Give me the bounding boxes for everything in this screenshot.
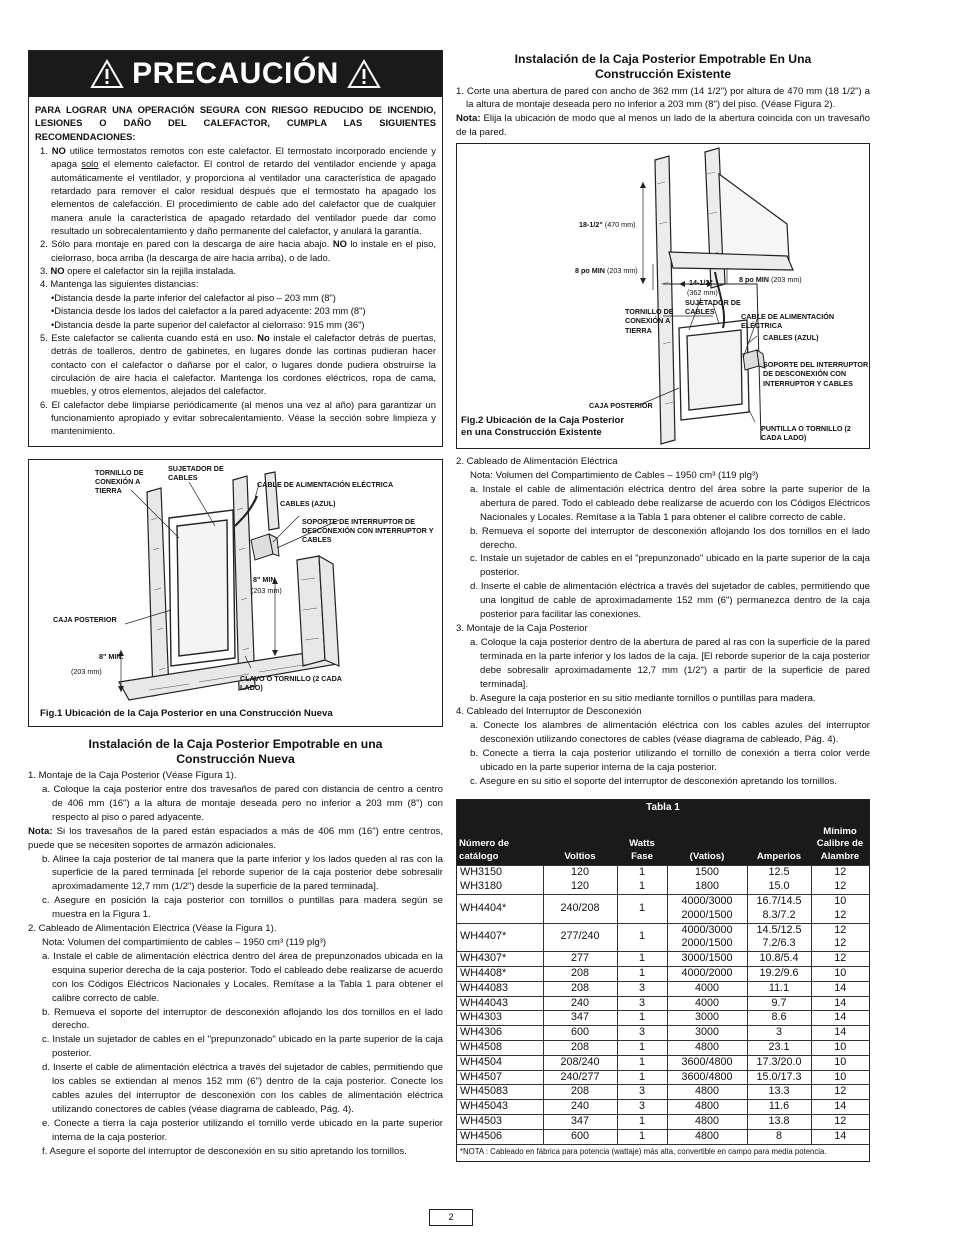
substep: a. Coloque la caja posterior entre dos travesaños de pared con distancia de centro a centro de 406 mm (16") a la altura de montaje deseada pero no inferior a 203 mm (8") con respecto al piso o pared adyacente. bbox=[42, 784, 443, 823]
table-cell: 208 bbox=[543, 1041, 617, 1056]
table-row bbox=[457, 1070, 869, 1085]
fig2-label-nail-screw: PUNTILLA O TORNILLO (2 CADA LADO) bbox=[761, 424, 851, 443]
warning-icon bbox=[90, 59, 124, 89]
fig1-label-cable-clamp: SUJETADOR DE CABLES bbox=[168, 463, 224, 482]
table-cell: WH44043 bbox=[457, 996, 543, 1011]
col-header-wire-gauge: Mínimo Calibre de Alambre bbox=[811, 824, 869, 866]
table-cell: 1 bbox=[617, 1115, 667, 1130]
table-cell: 4000/3000 2000/1500 bbox=[667, 923, 747, 952]
table-cell: 14 bbox=[811, 1011, 869, 1026]
existing-steps bbox=[456, 455, 870, 789]
table-cell: 10 12 bbox=[811, 894, 869, 923]
caution-list bbox=[35, 144, 436, 438]
caution-item-6 bbox=[35, 398, 436, 438]
section-title: Instalación de la Caja Posterior Empotrable En Una Construcción Existente bbox=[514, 52, 812, 82]
table-cell: 3000 bbox=[667, 1011, 747, 1026]
table-cell: 3 bbox=[617, 1100, 667, 1115]
table-cell: 3000 bbox=[667, 1026, 747, 1041]
table-cell: 12 bbox=[811, 952, 869, 967]
table-cell: WH4504 bbox=[457, 1055, 543, 1070]
table-cell: 240/277 bbox=[543, 1070, 617, 1085]
table-cell: 3 bbox=[617, 981, 667, 996]
note-label: Nota: bbox=[28, 825, 53, 837]
fig2-label-power-cable: CABLE DE ALIMENTACIÓN ELÉCTRICA bbox=[741, 312, 835, 331]
substep: e. Conecte a tierra la caja posterior utilizando el tornillo verde ubicado en la parte superior interna de la caja posterior. bbox=[42, 1117, 443, 1143]
table-cell: 208 bbox=[543, 966, 617, 981]
emphasis: No bbox=[257, 331, 270, 343]
table-cell: WH4508 bbox=[457, 1041, 543, 1056]
emphasis: NO bbox=[50, 265, 65, 277]
table-cell: 12 12 bbox=[811, 866, 869, 895]
table-cell: 14 bbox=[811, 1129, 869, 1144]
dim-value: 18-1/2" bbox=[579, 220, 603, 230]
table-cell: 240 bbox=[543, 996, 617, 1011]
table-cell: 14 bbox=[811, 981, 869, 996]
table-cell: 10 bbox=[811, 1070, 869, 1085]
table-cell: WH4507 bbox=[457, 1070, 543, 1085]
step: 1. Montaje de la Caja Posterior (Véase Figura 1). bbox=[28, 770, 237, 782]
table-1 bbox=[456, 799, 870, 1162]
table-footnote: *NOTA : Cableado en fábrica para potencia (wattaje) más alta, convertible en campo para media potencia. bbox=[457, 1144, 869, 1160]
table-cell: WH45043 bbox=[457, 1100, 543, 1115]
fig1-caption: Fig.1 Ubicación de la Caja Posterior en una Construcción Nueva bbox=[40, 707, 333, 719]
substep: a. Instale el cable de alimentación eléctrica dentro del área sobre la parte superior de la abertura de pared. Todo el cableado debe realizarse de acuerdo con los Códigos Eléctricos Nacionales y Locales. Remítase a la Tabla 1 para obtener el calibre correcto de cable. bbox=[470, 483, 870, 523]
table-cell: 3000/1500 bbox=[667, 952, 747, 967]
caution-title: PRECAUCIÓN bbox=[132, 57, 339, 91]
table-cell: 1 bbox=[617, 1055, 667, 1070]
item-text: utilice termostatos remotos con este calefactor. El termostato incorporado enciende y apaga bbox=[51, 145, 436, 170]
substep: a. Instale el cable de alimentación eléctrica dentro del área de prepunzonados ubicada en la esquina superior derecha de la caja posterior. Todo el cableado debe realizarse de acuerdo con los Códigos Eléctricos Nacionales y Locales. Remítase a la Tabla 1 para obtener el calibre correcto de cable. bbox=[42, 950, 443, 1004]
table-cell: 15.0/17.3 bbox=[747, 1070, 811, 1085]
emphasis: NO bbox=[51, 145, 66, 157]
fig2-caption: Fig.2 Ubicación de la Caja Posterior en una Construcción Existente bbox=[461, 415, 625, 439]
substep: b. Asegure la caja posterior en su sitio mediante tornillos o puntillas para madera. bbox=[470, 692, 816, 704]
step-note: Nota: Volumen del compartimiento de cables – 1950 cm³ (119 plg³) bbox=[42, 936, 327, 948]
fig1-label-8min: 8" MIN bbox=[253, 574, 276, 584]
fig1-label-blue-wires: CABLES (AZUL) bbox=[280, 498, 336, 508]
caution-item-4 bbox=[35, 277, 436, 290]
fig1-label-switch-bracket: SOPORTE DE INTERRUPTOR DE DESCONEXIÓN CON INTERRUPTOR Y CABLES bbox=[302, 516, 434, 545]
col-header-phase: Watts Fase bbox=[617, 824, 667, 866]
caution-item-2 bbox=[35, 237, 436, 264]
substep: b. Conecte a tierra la caja posterior utilizando el tornillo de conexión a tierra color verde ubicado en la parte superior interna de la caja posterior. bbox=[470, 748, 870, 774]
table-cell: 4800 bbox=[667, 1100, 747, 1115]
table-cell: 208 bbox=[543, 981, 617, 996]
caution-item-3 bbox=[35, 264, 436, 277]
table-cell: WH44083 bbox=[457, 981, 543, 996]
table-cell: 10 bbox=[811, 1055, 869, 1070]
table-cell: 14 bbox=[811, 996, 869, 1011]
table-cell: 1 1 bbox=[617, 866, 667, 895]
table-cell: 10 bbox=[811, 966, 869, 981]
table-row bbox=[457, 1026, 869, 1041]
note-text: Si los travesaños de la pared están espaciados a más de 406 mm (16") entre centros, puede que se necesiten soportes de armazón adicionales. bbox=[28, 825, 443, 851]
table-body bbox=[457, 866, 869, 1144]
table-cell: 3600/4800 bbox=[667, 1070, 747, 1085]
fig1-label-8min-floor: 8" MIN. bbox=[99, 651, 124, 661]
table-cell: WH4306 bbox=[457, 1026, 543, 1041]
table-cell: 8.6 bbox=[747, 1011, 811, 1026]
dim-value: 8 po MIN bbox=[739, 275, 769, 285]
table-cell: 4000/2000 bbox=[667, 966, 747, 981]
table-row bbox=[457, 866, 869, 895]
distance-line: •Distancia desde los lados del calefactor a la pared adyacente: 203 mm (8") bbox=[51, 305, 366, 317]
table-cell: 277 bbox=[543, 952, 617, 967]
table-cell: 8 bbox=[747, 1129, 811, 1144]
figure-2-drawing bbox=[457, 144, 869, 448]
fig2-label-blue-wires: CABLES (AZUL) bbox=[763, 333, 819, 343]
table-cell: 120 120 bbox=[543, 866, 617, 895]
table-cell: 1 bbox=[617, 1070, 667, 1085]
table-cell: 4000 bbox=[667, 981, 747, 996]
new-construction-section bbox=[28, 737, 443, 1159]
table-cell: 208 bbox=[543, 1085, 617, 1100]
table-row bbox=[457, 981, 869, 996]
table-row bbox=[457, 952, 869, 967]
table-cell: 1 bbox=[617, 1041, 667, 1056]
table-row bbox=[457, 1100, 869, 1115]
table-cell: WH4303 bbox=[457, 1011, 543, 1026]
table-row bbox=[457, 1041, 869, 1056]
warning-icon bbox=[347, 59, 381, 89]
table-cell: 14 bbox=[811, 1026, 869, 1041]
table-cell: WH4407* bbox=[457, 923, 543, 952]
step: 1. Corte una abertura de pared con ancho de 362 mm (14 1/2") por altura de 470 mm (18 1/2") a la altura de montaje deseada pero no inferior a 203 mm (8") del piso. (Véase Figura 2). bbox=[456, 85, 870, 111]
table-cell: 1 bbox=[617, 894, 667, 923]
table-cell: 4800 bbox=[667, 1115, 747, 1130]
table-cell: 13.3 bbox=[747, 1085, 811, 1100]
fig2-label-18-1-2 bbox=[579, 220, 659, 229]
emphasis: NO bbox=[332, 238, 347, 250]
table-cell: 4800 bbox=[667, 1085, 747, 1100]
table-cell: 1500 1800 bbox=[667, 866, 747, 895]
substep: c. Instale un sujetador de cables en el "prepunzonado" ubicado en la parte superior de la caja posterior. bbox=[42, 1034, 443, 1060]
caution-item-5 bbox=[35, 331, 436, 398]
caution-body bbox=[29, 97, 442, 446]
item-text: 6. El calefactor debe limpiarse periódicamente (al menos una vez al año) para garantizar un funcionamiento apropiado y evitar sobrecalentamiento. Véase la sección sobre limpieza y mantenimiento. bbox=[40, 398, 436, 437]
item-text: lo instale en el piso, cielorraso, boca arriba (la descarga de aire hacia arriba), o de lado. bbox=[51, 238, 436, 263]
distance-line: •Distancia desde la parte inferior del calefactor al piso – 203 mm (8") bbox=[51, 291, 336, 303]
table-cell: 13.8 bbox=[747, 1115, 811, 1130]
figure-1-drawing bbox=[29, 460, 442, 726]
item-text: 2. Sólo para montaje en pared con la descarga de aire hacia abajo. bbox=[40, 238, 333, 250]
table-title: Tabla 1 bbox=[457, 800, 869, 824]
fig1-label-back-box: CAJA POSTERIOR bbox=[53, 614, 117, 624]
table-cell: 17.3/20.0 bbox=[747, 1055, 811, 1070]
table-cell: 19.2/9.6 bbox=[747, 966, 811, 981]
table-cell: 600 bbox=[543, 1129, 617, 1144]
table-cell: 347 bbox=[543, 1011, 617, 1026]
table-cell: 1 bbox=[617, 966, 667, 981]
table-cell: 12.5 15.0 bbox=[747, 866, 811, 895]
table-cell: 3 bbox=[617, 1085, 667, 1100]
table-cell: 1 bbox=[617, 1129, 667, 1144]
caution-banner bbox=[29, 51, 442, 97]
col-header-watts: (Vatios) bbox=[667, 824, 747, 866]
fig2-label-8min-b bbox=[739, 275, 839, 284]
table-cell: 14 bbox=[811, 1100, 869, 1115]
table-row bbox=[457, 1115, 869, 1130]
table-cell: 3 bbox=[617, 1026, 667, 1041]
table-cell: 9.7 bbox=[747, 996, 811, 1011]
distance-line: •Distancia desde la parte superior del calefactor al cielorraso: 915 mm (36") bbox=[51, 318, 365, 330]
section-title: Instalación de la Caja Posterior Empotrable en una Construcción Nueva bbox=[88, 736, 383, 766]
left-column bbox=[28, 50, 443, 1158]
table-cell: 23.1 bbox=[747, 1041, 811, 1056]
page-number: 2 bbox=[429, 1209, 473, 1226]
step: 2. Cableado de Alimentación Eléctrica (Véase la Figura 1). bbox=[28, 923, 277, 935]
fig1-label-203mm-floor: (203 mm) bbox=[71, 666, 102, 676]
caution-item-1 bbox=[35, 144, 436, 237]
table-cell: 14.5/12.5 7.2/6.3 bbox=[747, 923, 811, 952]
fig1-label-power-cable: CABLE DE ALIMENTACIÓN ELÉCTRICA bbox=[257, 479, 394, 489]
table-cell: 1 bbox=[617, 952, 667, 967]
substep: d. Inserte el cable de alimentación eléctrica a través del sujetador de cables, permitiendo que los cables se extiendan al menos 152 mm (6") dentro de la caja posterior. Conecte los cables azules del interruptor de desconexión con los cables de alimentación eléctrica utilizando conectores de cables (véase diagrama de cableado, Pág. 4). bbox=[42, 1062, 443, 1115]
dim-metric: (203 mm) bbox=[770, 275, 802, 285]
table-cell: WH4404* bbox=[457, 894, 543, 923]
right-column bbox=[456, 52, 870, 1162]
table-row bbox=[457, 894, 869, 923]
substep: b. Remueva el soporte del interruptor de desconexión aflojando los dos tornillos en el lado derecho. bbox=[42, 1006, 443, 1032]
substep: d. Inserte el cable de alimentación eléctrica a través del sujetador de cables, permitiendo que una longitud de cable de aproximadamente 152 mm (6") permanezca dentro de la caja posterior para facilitar las conexiones. bbox=[470, 581, 870, 621]
spec-table bbox=[457, 800, 869, 1161]
item-text: opere el calefactor sin la rejilla instalada. bbox=[64, 265, 236, 277]
table-cell: WH4408* bbox=[457, 966, 543, 981]
substep: c. Asegure en su sitio el soporte del interruptor de desconexión apretando los tornillos. bbox=[470, 775, 837, 787]
col-header-volts: Voltios bbox=[543, 824, 617, 866]
table-row bbox=[457, 923, 869, 952]
table-cell: 208/240 bbox=[543, 1055, 617, 1070]
table-cell: 3600/4800 bbox=[667, 1055, 747, 1070]
note bbox=[28, 825, 443, 853]
substep: c. Instale un sujetador de cables en el "prepunzonado" ubicado en la parte superior de la caja posterior. bbox=[470, 553, 870, 579]
table-cell: 240 bbox=[543, 1100, 617, 1115]
table-cell: 10.8/5.4 bbox=[747, 952, 811, 967]
table-cell: WH4307* bbox=[457, 952, 543, 967]
figure-1 bbox=[28, 459, 443, 727]
note-label: Nota: bbox=[456, 113, 481, 125]
item-text: el elemento calefactor. El control de retardo del ventilador enciende y apaga automáticamente el ventilador, y proporciona al ventilador una característica de apagado retardado para remover el calor residual después que el termostato ha apagado los elementos de calefacción. El procedimiento de cable ado del calefactor que de cualquier manera anule la característica de apagado retardado del ventilador puede dar como resultado un sobrecalentamiento y daño permanente del calefactor, y anulará la garantía. bbox=[51, 158, 436, 237]
item-text: instale el calefactor detrás de puertas, detrás de toalleros, dentro de gabinetes, en lugares donde las cortinas pudieran hacer contacto con el calefactor o dañarse por el calor, o lugares donde pudiera obstruirse la circulación de aire hacia el calefactor. Mantenga los cordones eléctricos, ropa de cama, muebles, y otros elementos, alejados del calefactor. bbox=[51, 331, 436, 397]
table-cell: WH4506 bbox=[457, 1129, 543, 1144]
item-number: 1. bbox=[40, 145, 52, 157]
fig2-label-switch-bracket: SOPORTE DEL INTERRUPTOR DE DESCONEXIÓN CON INTERRUPTOR Y CABLES bbox=[763, 360, 869, 388]
substep: f. Asegure el soporte del interruptor de desconexión en su sitio apretando los tornillos. bbox=[42, 1145, 407, 1157]
fig2-label-cable-clamp: SUJETADOR DE CABLES bbox=[685, 298, 741, 317]
caution-box bbox=[28, 50, 443, 447]
table-row bbox=[457, 1085, 869, 1100]
table-row bbox=[457, 1011, 869, 1026]
substep: c. Asegure en posición la caja posterior con tornillos o puntillas para madera según se muestra en la Figura 1. bbox=[42, 895, 443, 921]
fig2-label-ground-screw: TORNILLO DE CONEXIÓN A TIERRA bbox=[625, 307, 674, 335]
item-text: 5. Este calefactor se calienta cuando está en uso. bbox=[40, 331, 258, 343]
table-row bbox=[457, 966, 869, 981]
step: 3. Montaje de la Caja Posterior bbox=[456, 623, 588, 634]
fig1-label-ground-screw: TORNILLO DE CONEXIÓN A TIERRA bbox=[95, 467, 144, 496]
fig1-label-203mm: (203 mm) bbox=[251, 585, 282, 595]
substep: a. Conecte los alambres de alimentación eléctrica con los cables azules del interruptor desconexión utilizando conectores de cables (véase diagrama de cableado, Pág. 4). bbox=[470, 720, 870, 746]
dim-metric: (203 mm) bbox=[606, 266, 638, 276]
item-number: 3. bbox=[40, 265, 51, 277]
step: 2. Cableado de Alimentación Eléctrica bbox=[456, 456, 618, 468]
table-row bbox=[457, 1129, 869, 1144]
table-cell: 11.1 bbox=[747, 981, 811, 996]
step: 4. Cableado del Interruptor de Desconexión bbox=[456, 706, 642, 718]
table-cell: 12 bbox=[811, 1085, 869, 1100]
table-cell: 347 bbox=[543, 1115, 617, 1130]
dim-metric: (470 mm) bbox=[604, 220, 636, 230]
table-cell: WH45083 bbox=[457, 1085, 543, 1100]
note-text: Elija la ubicación de modo que al menos un lado de la abertura coincida con un travesaño de la pared. bbox=[456, 113, 870, 139]
table-cell: WH3150 WH3180 bbox=[457, 866, 543, 895]
dim-value: 8 po MIN bbox=[575, 266, 605, 276]
fig2-label-back-box: CAJA POSTERIOR bbox=[589, 401, 653, 411]
table-cell: 1 bbox=[617, 923, 667, 952]
item-text: 4. Mantenga las siguientes distancias: bbox=[40, 278, 199, 290]
table-row bbox=[457, 996, 869, 1011]
caution-intro: PARA LOGRAR UNA OPERACIÓN SEGURA CON RIESGO REDUCIDO DE INCENDIO, LESIONES O DAÑO DEL CALEFACTOR, CUMPLA LAS SIGUIENTES RECOMENDACIONES: bbox=[35, 104, 436, 142]
substep: b. Alinee la caja posterior de tal manera que la parte inferior y los lados queden al ras con la superficie de la pared terminada [el reborde superior de la caja posterior debe sobresalir aproximadamente 12,7 mm (1/2") desde la superficie de la pared terminada]. bbox=[42, 853, 443, 893]
table-cell: 11.6 bbox=[747, 1100, 811, 1115]
table-cell: 10 bbox=[811, 1041, 869, 1056]
table-cell: 4000/3000 2000/1500 bbox=[667, 894, 747, 923]
table-cell: 16.7/14.5 8.3/7.2 bbox=[747, 894, 811, 923]
table-row bbox=[457, 1055, 869, 1070]
step-note: Nota: Volumen del Compartimiento de Cables – 1950 cm³ (119 plg³) bbox=[470, 470, 759, 482]
table-cell: 3 bbox=[617, 996, 667, 1011]
table-cell: 12 bbox=[811, 1115, 869, 1130]
figure-2 bbox=[456, 143, 870, 449]
col-header-catalog: Número de catálogo bbox=[457, 824, 543, 866]
table-cell: 277/240 bbox=[543, 923, 617, 952]
table-cell: 12 12 bbox=[811, 923, 869, 952]
table-cell: 4800 bbox=[667, 1041, 747, 1056]
table-cell: 240/208 bbox=[543, 894, 617, 923]
col-header-amps: Amperios bbox=[747, 824, 811, 866]
underlined-word: solo bbox=[81, 158, 99, 170]
fig2-label-8min-a bbox=[575, 266, 655, 275]
substep: b. Remueva el soporte del interruptor de desconexión aflojando los dos tornillos en el lado derecho. bbox=[470, 525, 870, 551]
table-cell: 600 bbox=[543, 1026, 617, 1041]
fig2-label-14-1-2: 14-1/2" bbox=[689, 278, 713, 288]
substep: a. Coloque la caja posterior dentro de la abertura de pared al ras con la superficie de la pared terminada en la parte inferior y los lados de la caja. [El reborde superior de la caja posterior debe sobresalir aproximadamente 12,7 mm (1/2") a partir de la superficie de pared terminada]. bbox=[470, 636, 870, 690]
note bbox=[456, 112, 870, 140]
table-cell: WH4503 bbox=[457, 1115, 543, 1130]
fig1-label-nail-screw: CLAVO O TORNILLO (2 CADA LADO) bbox=[240, 673, 342, 692]
table-cell: 4000 bbox=[667, 996, 747, 1011]
table-cell: 4800 bbox=[667, 1129, 747, 1144]
table-cell: 1 bbox=[617, 1011, 667, 1026]
table-cell: 3 bbox=[747, 1026, 811, 1041]
fig2-label-362mm: (362 mm) bbox=[687, 288, 718, 298]
